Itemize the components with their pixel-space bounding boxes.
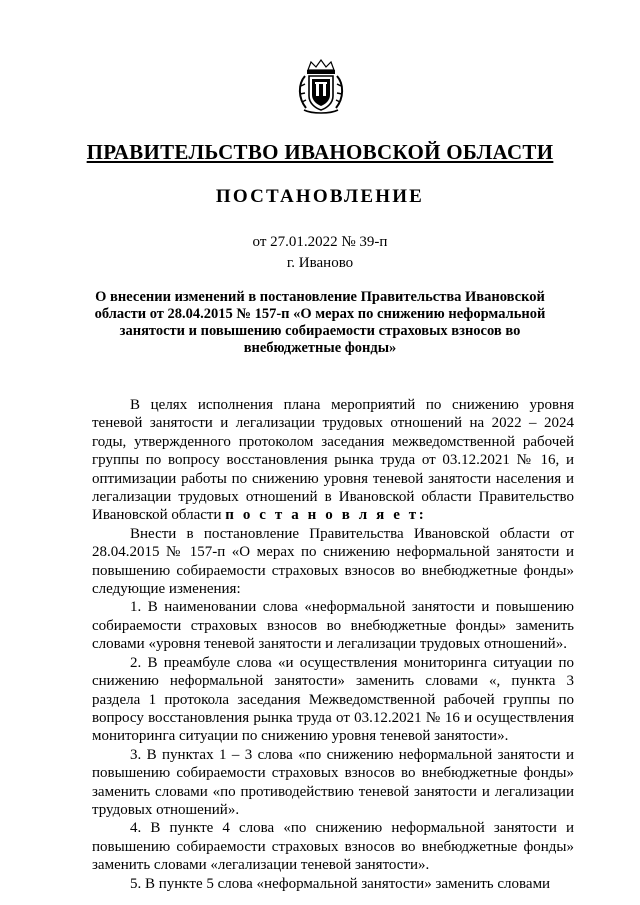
ivanovo-coat-of-arms-icon (296, 56, 346, 116)
amendment-item-4: 4. В пункте 4 слова «по снижению неформальной занятости и повышению собираемости страховых взносов во внебюджетные фонды» заменить словами «легализации теневой занятости». (92, 820, 574, 874)
government-name: ПРАВИТЕЛЬСТВО ИВАНОВСКОЙ ОБЛАСТИ (86, 140, 554, 164)
amendment-item-1: 1. В наименовании слова «неформальной занятости и повышению собираемости страховых взносов во внебюджетные фонды» заменить словами «уровня теневой занятости и легализации трудовых отношений». (92, 599, 574, 653)
document-type: ПОСТАНОВЛЕНИЕ (215, 186, 425, 207)
document-body (92, 396, 574, 893)
city: г. Иваново (286, 255, 354, 271)
amendment-item-2: 2. В преамбуле слова «и осуществления мониторинга ситуации по снижению неформальной занятости» заменить словами «, пункта 3 раздела 1 протокола заседания Межведомственной рабочей группы по вопросу восстановления рынка труда от 03.12.2021 № 16 и осуществления мониторинга ситуации по снижению уровня теневой занятости». (92, 654, 574, 745)
preamble-paragraph: В целях исполнения плана мероприятий по снижению уровня теневой занятости и легализации трудовых отношений на 2022 – 2024 годы, утвержденного протоколом заседания межведомственной рабочей группы по вопросу восстановления рынка труда от 03.12.2021 № 16, и оптимизации работы по снижению уровня теневой занятости населения и легализации трудовых отношений в Ивановской области Правительство Ивановской области п о с т а н о в л я е т: (92, 397, 574, 524)
decree-word: п о с т а н о в л я е т (225, 507, 419, 524)
amendment-item-5: 5. В пункте 5 слова «неформальной занятости» заменить словами (130, 875, 551, 892)
amendment-intro: Внести в постановление Правительства Ивановской области от 28.04.2015 № 157-п «О мерах по снижению неформальной занятости и повышению собираемости страховых взносов во внебюджетные фонды» следующие изменения: (92, 525, 574, 598)
amendment-item-3: 3. В пунктах 1 – 3 слова «по снижению неформальной занятости и повышению собираемости страховых взносов во внебюджетные фонды» заменить словами «по противодействию теневой занятости и легализации трудовых отношений». (92, 746, 574, 818)
date-number: от 27.01.2022 № 39-п (252, 234, 388, 250)
document-title: О внесении изменений в постановление Правительства Ивановской области от 28.04.2015 № 157-п «О мерах по снижению неформальной занятости и повышению собираемости страховых взносов во внебюджетные фонды» (94, 289, 546, 356)
